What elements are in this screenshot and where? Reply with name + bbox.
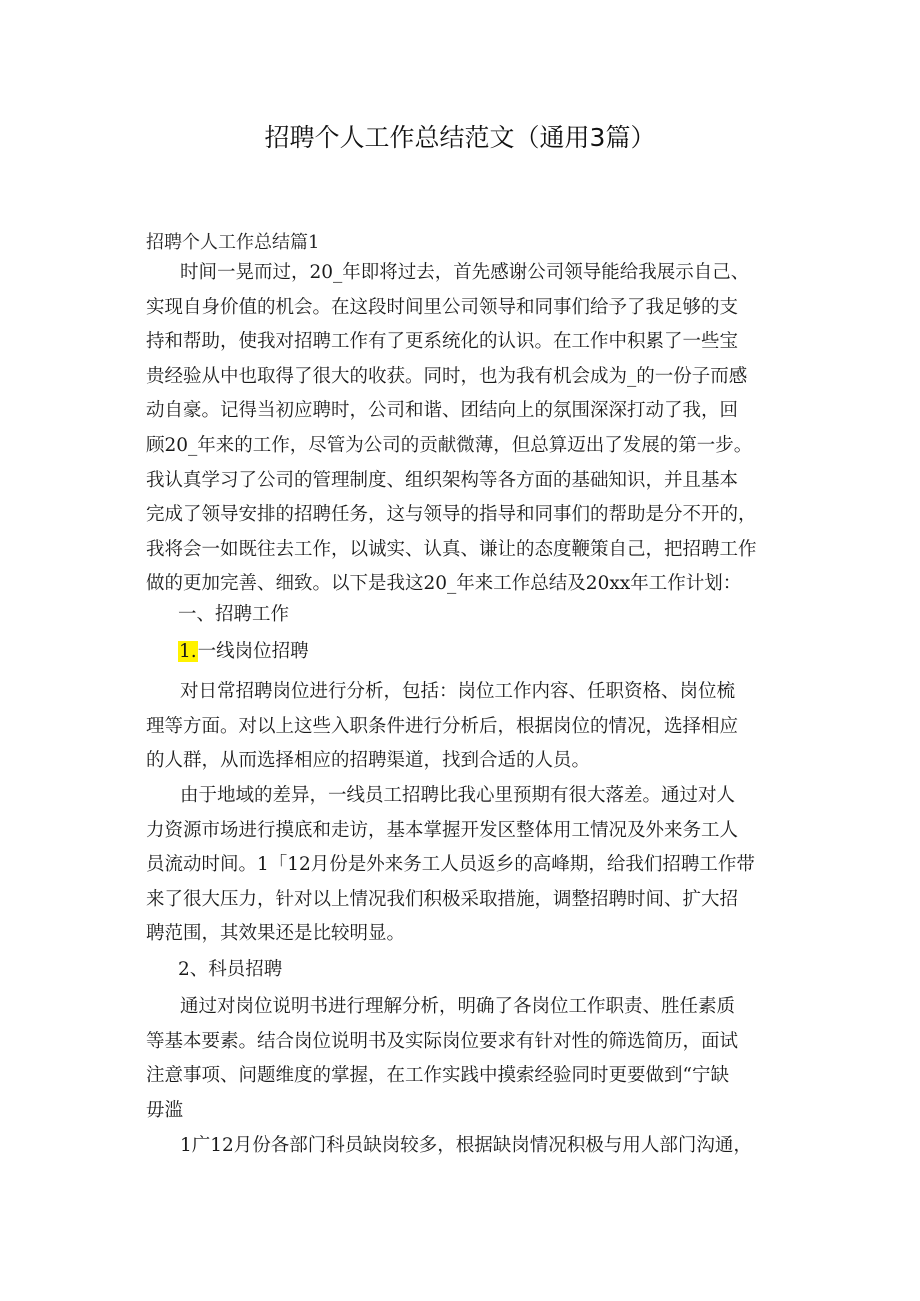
item-frontline-recruitment xyxy=(178,637,309,663)
paragraph-line: 理等方面。对以上这些入职条件进行分析后，根据岗位的情况，选择相应 xyxy=(146,715,739,737)
paragraph-line: 实现自身价值的机会。在这段时间里公司领导和同事们给予了我足够的支 xyxy=(146,296,739,318)
paragraph-line: 等基本要素。结合岗位说明书及实际岗位要求有针对性的筛选简历，面试 xyxy=(146,1030,739,1052)
paragraph-4 xyxy=(146,990,786,1128)
item-label: 一线岗位招聘 xyxy=(197,641,309,662)
paragraph-line: 的人群，从而选择相应的招聘渠道，找到合适的人员。 xyxy=(146,750,591,772)
section-heading: 招聘个人工作总结篇1 xyxy=(146,232,320,253)
paragraph-2 xyxy=(146,675,786,779)
paragraph-line: 力资源市场进行摸底和走访，基本掌握开发区整体用工情况及外来务工人 xyxy=(146,819,739,841)
paragraph-line: 动自豪。记得当初应聘时，公司和谐、团结向上的氛围深深打动了我，回 xyxy=(146,400,739,422)
paragraph-line: 毋滥 xyxy=(146,1099,184,1121)
paragraph-line: 我认真学习了公司的管理制度、组织架构等各方面的基础知识，并且基本 xyxy=(146,469,739,491)
paragraph-line: 注意事项、问题维度的掌握，在工作实践中摸索经验同时更要做到“宁缺 xyxy=(146,1065,729,1087)
paragraph-1 xyxy=(146,256,786,602)
heading-recruitment-work: 一、招聘工作 xyxy=(178,604,290,625)
paragraph-line: 对日常招聘岗位进行分析，包括：岗位工作内容、任职资格、岗位梳 xyxy=(180,681,736,702)
paragraph-line: 持和帮助，使我对招聘工作有了更系统化的认识。在工作中积累了一些宝 xyxy=(146,331,739,353)
highlighted-number: 1. xyxy=(179,641,197,662)
paragraph-line: 由于地域的差异，一线员工招聘比我心里预期有很大落差。通过对人 xyxy=(180,785,736,806)
paragraph-line: 时间一晃而过，20_年即将过去，首先感谢公司领导能给我展示自己、 xyxy=(180,262,750,283)
paragraph-line: 我将会一如既往去工作，以诚实、认真、谦让的态度鞭策自己，把招聘工作 xyxy=(146,538,757,560)
paragraph-3 xyxy=(146,779,786,952)
paragraph-line: 聘范围，其效果还是比较明显。 xyxy=(146,923,406,945)
paragraph-line: 员流动时间。1「12月份是外来务工人员返乡的高峰期，给我们招聘工作带 xyxy=(146,854,755,876)
item-staff-recruitment: 2、科员招聘 xyxy=(178,959,283,980)
document-title: 招聘个人工作总结范文（通用3篇） xyxy=(264,123,656,152)
paragraph-line: 通过对岗位说明书进行理解分析，明确了各岗位工作职责、胜任素质 xyxy=(180,996,736,1017)
paragraph-line: 来了很大压力，针对以上情况我们积极采取措施，调整招聘时间、扩大招 xyxy=(146,888,739,910)
paragraph-line: 完成了领导安排的招聘任务，这与领导的指导和同事们的帮助是分不开的， xyxy=(146,504,757,526)
paragraph-line: 做的更加完善、细致。以下是我这20_年来工作总结及20xx年工作计划： xyxy=(146,573,742,595)
paragraph-line: 1广12月份各部门科员缺岗较多，根据缺岗情况积极与用人部门沟通， xyxy=(180,1135,752,1156)
paragraph-5 xyxy=(146,1129,786,1164)
paragraph-line: 贵经验从中也取得了很大的收获。同时，也为我有机会成为_的一份子而感 xyxy=(146,365,748,387)
paragraph-line: 顾20_年来的工作，尽管为公司的贡献微薄，但总算迈出了发展的第一步。 xyxy=(146,434,753,456)
